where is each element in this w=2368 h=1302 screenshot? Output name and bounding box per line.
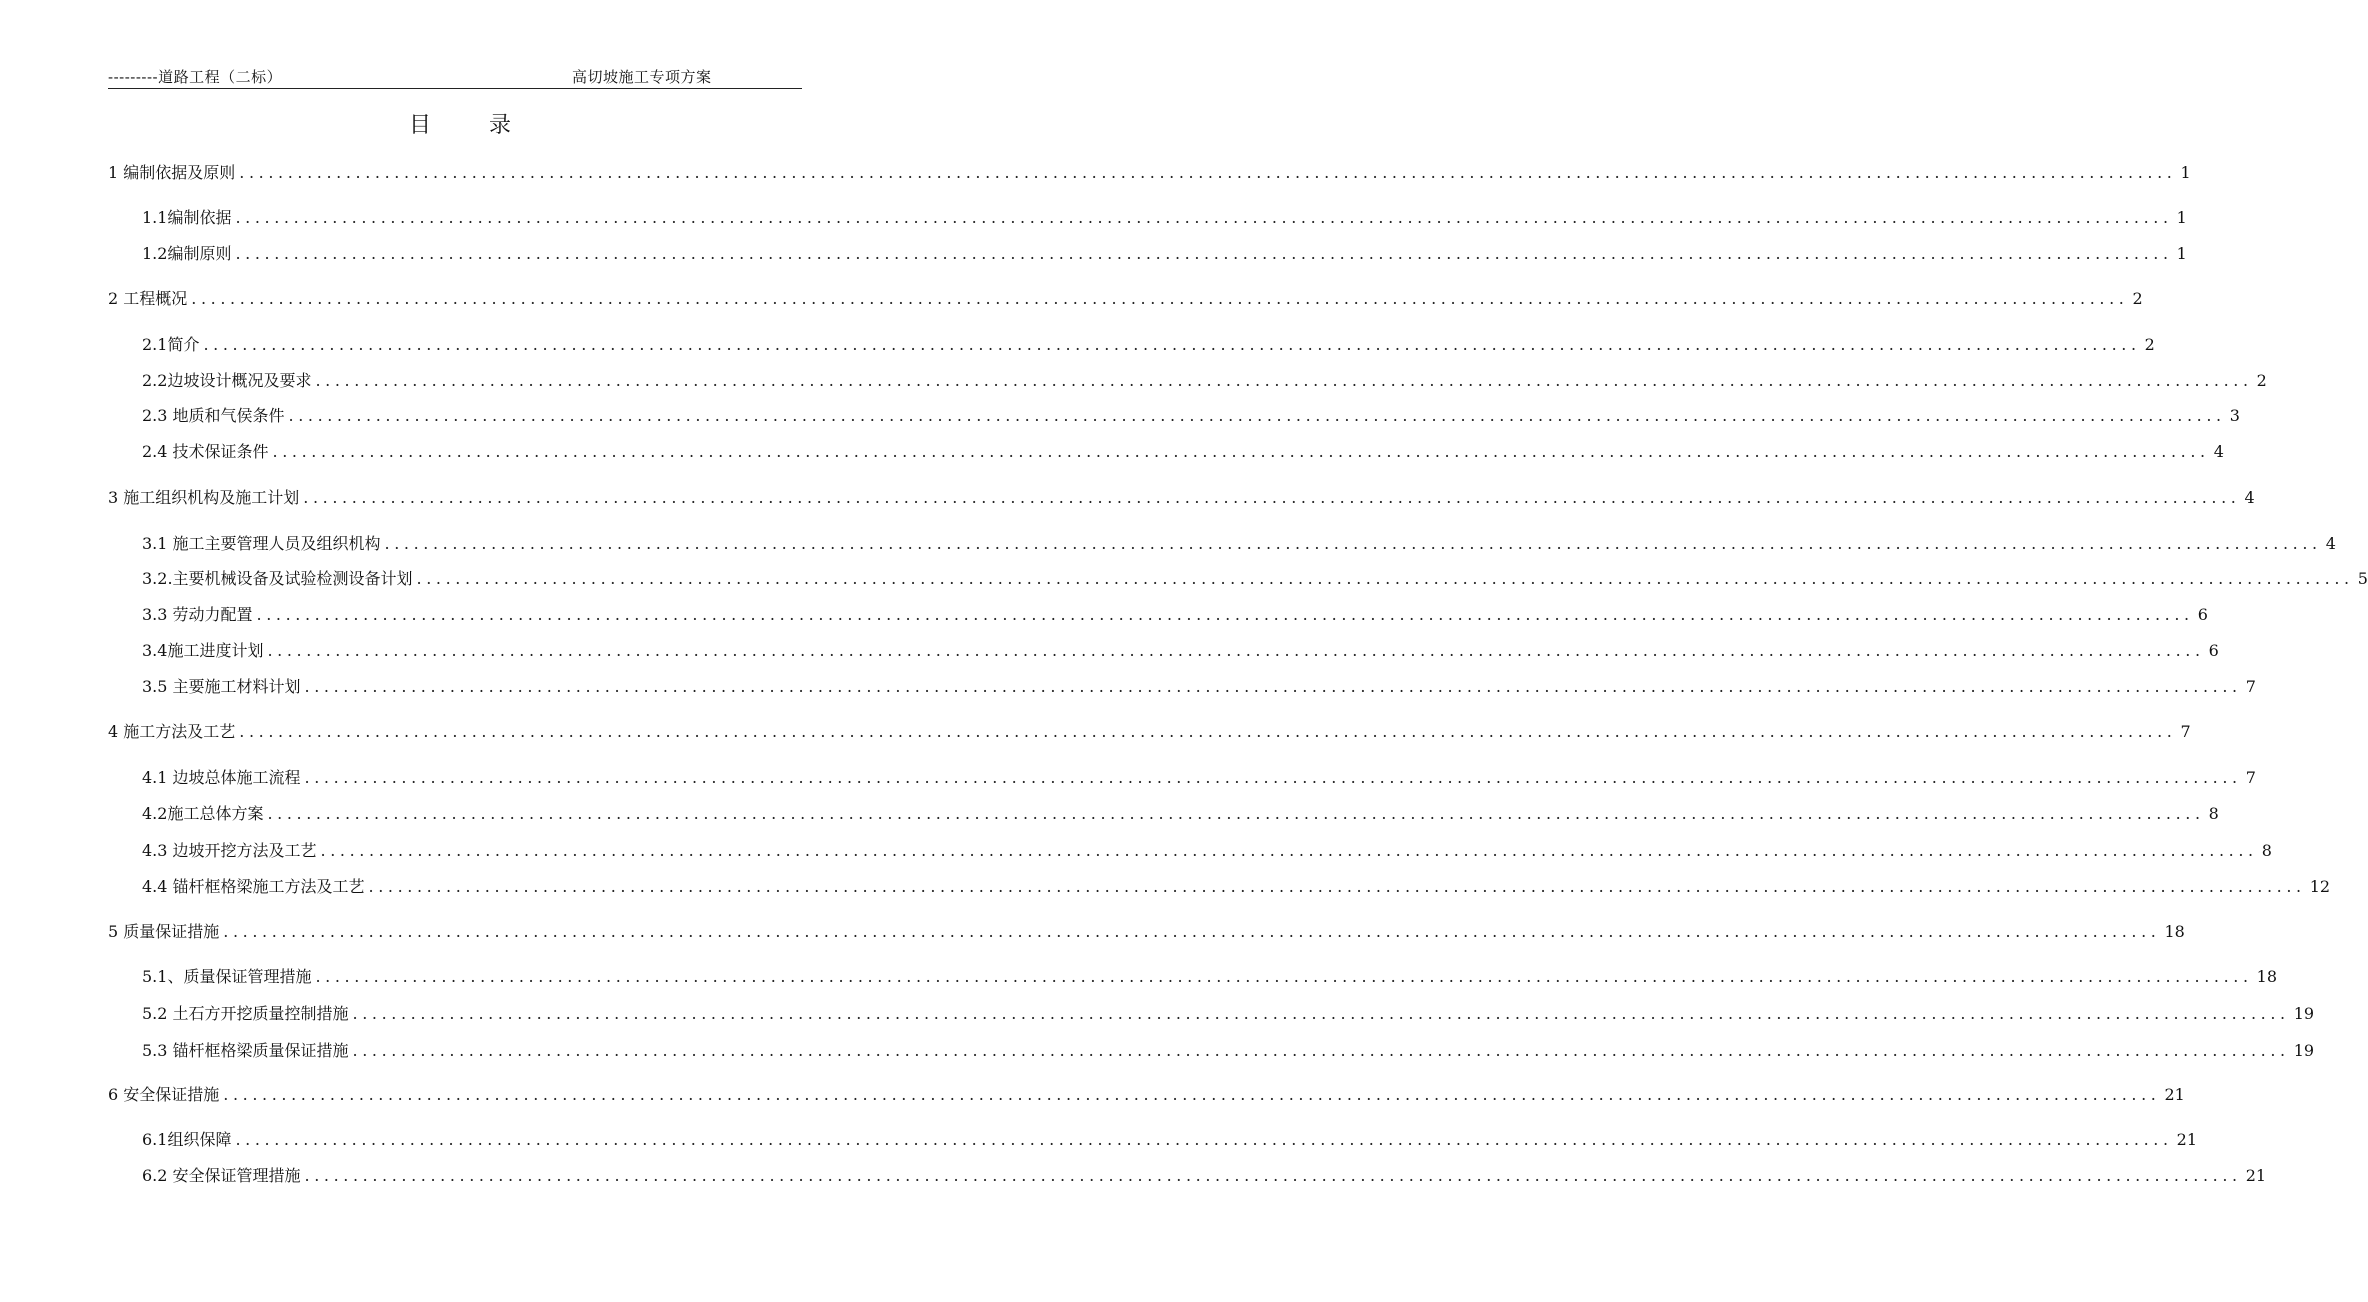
toc-dot-leader: ........................................................................................................................................................................................................ xyxy=(239,163,2177,182)
toc-dot-leader: ........................................................................................................................................................................................................ xyxy=(223,922,2161,941)
toc-entry-label: 3.1 施工主要管理人员及组织机构 xyxy=(142,534,381,553)
toc-entry-page-number: 19 xyxy=(2293,1041,2315,1060)
toc-entry[interactable] xyxy=(142,966,2277,988)
toc-entry[interactable] xyxy=(142,767,2256,789)
toc-entry-label: 5.1、质量保证管理措施 xyxy=(142,967,312,986)
toc-entry[interactable] xyxy=(142,405,2240,427)
toc-entry-page-number: 21 xyxy=(2245,1166,2267,1185)
toc-entry-label: 3.5 主要施工材料计划 xyxy=(142,677,301,696)
toc-entry[interactable] xyxy=(142,876,2331,898)
toc-entry-label: 2 工程概况 xyxy=(108,289,188,308)
toc-entry-label: 4.2施工总体方案 xyxy=(142,804,264,823)
toc-entry[interactable] xyxy=(142,840,2272,862)
toc-dot-leader: ........................................................................................................................................................................................................ xyxy=(235,244,2173,263)
toc-entry-label: 3.4施工进度计划 xyxy=(142,641,264,660)
toc-entry-page-number: 4 xyxy=(2244,488,2255,507)
toc-dot-leader: ........................................................................................................................................................................................................ xyxy=(239,722,2177,741)
toc-dot-leader: ........................................................................................................................................................................................................ xyxy=(223,1085,2161,1104)
toc-entry[interactable] xyxy=(142,676,2256,698)
toc-entry-page-number: 8 xyxy=(2208,804,2219,823)
toc-dot-leader: ........................................................................................................................................................................................................ xyxy=(235,208,2173,227)
toc-entry-label: 2.3 地质和气侯条件 xyxy=(142,406,285,425)
toc-entry-page-number: 2 xyxy=(2144,335,2155,354)
toc-entry-label: 6.2 安全保证管理措施 xyxy=(142,1166,301,1185)
toc-dot-leader: ........................................................................................................................................................................................................ xyxy=(203,335,2141,354)
toc-entry[interactable] xyxy=(142,370,2267,392)
toc-entry-page-number: 21 xyxy=(2176,1130,2197,1149)
toc-entry-page-number: 2 xyxy=(2256,371,2267,390)
toc-entry-label: 1.2编制原则 xyxy=(142,244,232,263)
toc-entry[interactable] xyxy=(142,533,2336,555)
toc-entry-page-number: 19 xyxy=(2293,1004,2315,1023)
toc-dot-leader: ........................................................................................................................................................................................................ xyxy=(267,804,2205,823)
toc-dot-leader: ........................................................................................................................................................................................................ xyxy=(267,641,2205,660)
toc-entry[interactable] xyxy=(142,243,2187,265)
toc-entry-label: 4.3 边坡开挖方法及工艺 xyxy=(142,841,317,860)
toc-entry[interactable] xyxy=(142,1165,2267,1187)
toc-dot-leader: ........................................................................................................................................................................................................ xyxy=(315,371,2253,390)
header-project-name: ---------道路工程（二标） xyxy=(108,68,283,86)
toc-entry[interactable] xyxy=(142,1003,2315,1025)
toc-entry-page-number: 3 xyxy=(2229,406,2240,425)
toc-entry-page-number: 12 xyxy=(2309,877,2331,896)
toc-dot-leader: ........................................................................................................................................................................................................ xyxy=(315,967,2253,986)
title-char-2: 录 xyxy=(489,113,512,138)
toc-dot-leader: ........................................................................................................................................................................................................ xyxy=(303,488,2241,507)
toc-dot-leader: ........................................................................................................................................................................................................ xyxy=(272,442,2210,461)
toc-entry-page-number: 8 xyxy=(2261,841,2272,860)
toc-dot-leader: ........................................................................................................................................................................................................ xyxy=(304,677,2242,696)
toc-dot-leader: ........................................................................................................................................................................................................ xyxy=(384,534,2322,553)
toc-dot-leader: ........................................................................................................................................................................................................ xyxy=(288,406,2226,425)
toc-dot-leader: ........................................................................................................................................................................................................ xyxy=(304,1166,2242,1185)
toc-entry[interactable] xyxy=(108,162,2191,184)
toc-entry-label: 3.2.主要机械设备及试验检测设备计划 xyxy=(142,569,413,588)
header-document-title: 高切坡施工专项方案 xyxy=(572,68,712,86)
toc-entry-page-number: 6 xyxy=(2208,641,2219,660)
toc-dot-leader: ........................................................................................................................................................................................................ xyxy=(416,569,2354,588)
toc-entry[interactable] xyxy=(142,604,2208,626)
toc-entry-page-number: 18 xyxy=(2256,967,2277,986)
title-char-1: 目 xyxy=(408,113,431,138)
toc-entry-label: 1.1编制依据 xyxy=(142,208,232,227)
toc-entry-label: 4.4 锚杆框格梁施工方法及工艺 xyxy=(142,877,365,896)
toc-entry-page-number: 1 xyxy=(2176,244,2187,263)
toc-entry-label: 6 安全保证措施 xyxy=(108,1085,220,1104)
toc-dot-leader: ........................................................................................................................................................................................................ xyxy=(235,1130,2173,1149)
toc-entry[interactable] xyxy=(142,803,2219,825)
toc-entry-label: 4.1 边坡总体施工流程 xyxy=(142,768,301,787)
toc-dot-leader: ........................................................................................................................................................................................................ xyxy=(304,768,2242,787)
toc-dot-leader: ........................................................................................................................................................................................................ xyxy=(256,605,2194,624)
toc-entry-page-number: 21 xyxy=(2164,1085,2185,1104)
toc-entry-page-number: 1 xyxy=(2176,208,2187,227)
toc-entry-page-number: 7 xyxy=(2180,722,2191,741)
toc-entry-page-number: 7 xyxy=(2245,677,2256,696)
toc-entry[interactable] xyxy=(142,334,2155,356)
toc-entry-label: 4 施工方法及工艺 xyxy=(108,722,236,741)
toc-entry-page-number: 4 xyxy=(2325,534,2336,553)
toc-dot-leader: ........................................................................................................................................................................................................ xyxy=(352,1004,2290,1023)
toc-entry[interactable] xyxy=(108,288,2143,310)
toc-entry-page-number: 1 xyxy=(2180,163,2191,182)
toc-entry-label: 5 质量保证措施 xyxy=(108,922,220,941)
toc-entry-page-number: 18 xyxy=(2164,922,2185,941)
toc-entry[interactable] xyxy=(142,441,2224,463)
toc-entry[interactable] xyxy=(108,1084,2185,1106)
toc-entry-label: 2.1简介 xyxy=(142,335,200,354)
toc-entry[interactable] xyxy=(108,721,2191,743)
toc-entry-label: 2.4 技术保证条件 xyxy=(142,442,269,461)
toc-entry-label: 2.2边坡设计概况及要求 xyxy=(142,371,312,390)
toc-entry-page-number: 4 xyxy=(2213,442,2224,461)
toc-dot-leader: ........................................................................................................................................................................................................ xyxy=(191,289,2129,308)
toc-entry[interactable] xyxy=(142,1129,2197,1151)
toc-entry-label: 5.2 土石方开挖质量控制措施 xyxy=(142,1004,349,1023)
toc-entry[interactable] xyxy=(142,640,2219,662)
toc-entry[interactable] xyxy=(108,487,2255,509)
toc-dot-leader: ........................................................................................................................................................................................................ xyxy=(320,841,2258,860)
toc-entry[interactable] xyxy=(142,207,2187,229)
toc-entry-page-number: 6 xyxy=(2197,605,2208,624)
toc-dot-leader: ........................................................................................................................................................................................................ xyxy=(352,1041,2290,1060)
toc-dot-leader: ........................................................................................................................................................................................................ xyxy=(368,877,2306,896)
toc-entry-label: 1 编制依据及原则 xyxy=(108,163,236,182)
toc-entry-page-number: 2 xyxy=(2132,289,2143,308)
toc-entry[interactable] xyxy=(142,568,2368,590)
toc-entry-page-number: 5 xyxy=(2357,569,2368,588)
toc-entry[interactable] xyxy=(142,1040,2315,1062)
toc-entry-label: 5.3 锚杆框格梁质量保证措施 xyxy=(142,1041,349,1060)
toc-entry-label: 3 施工组织机构及施工计划 xyxy=(108,488,300,507)
toc-entry-label: 3.3 劳动力配置 xyxy=(142,605,253,624)
toc-entry[interactable] xyxy=(108,921,2185,943)
toc-entry-page-number: 7 xyxy=(2245,768,2256,787)
toc-entry-label: 6.1组织保障 xyxy=(142,1130,232,1149)
